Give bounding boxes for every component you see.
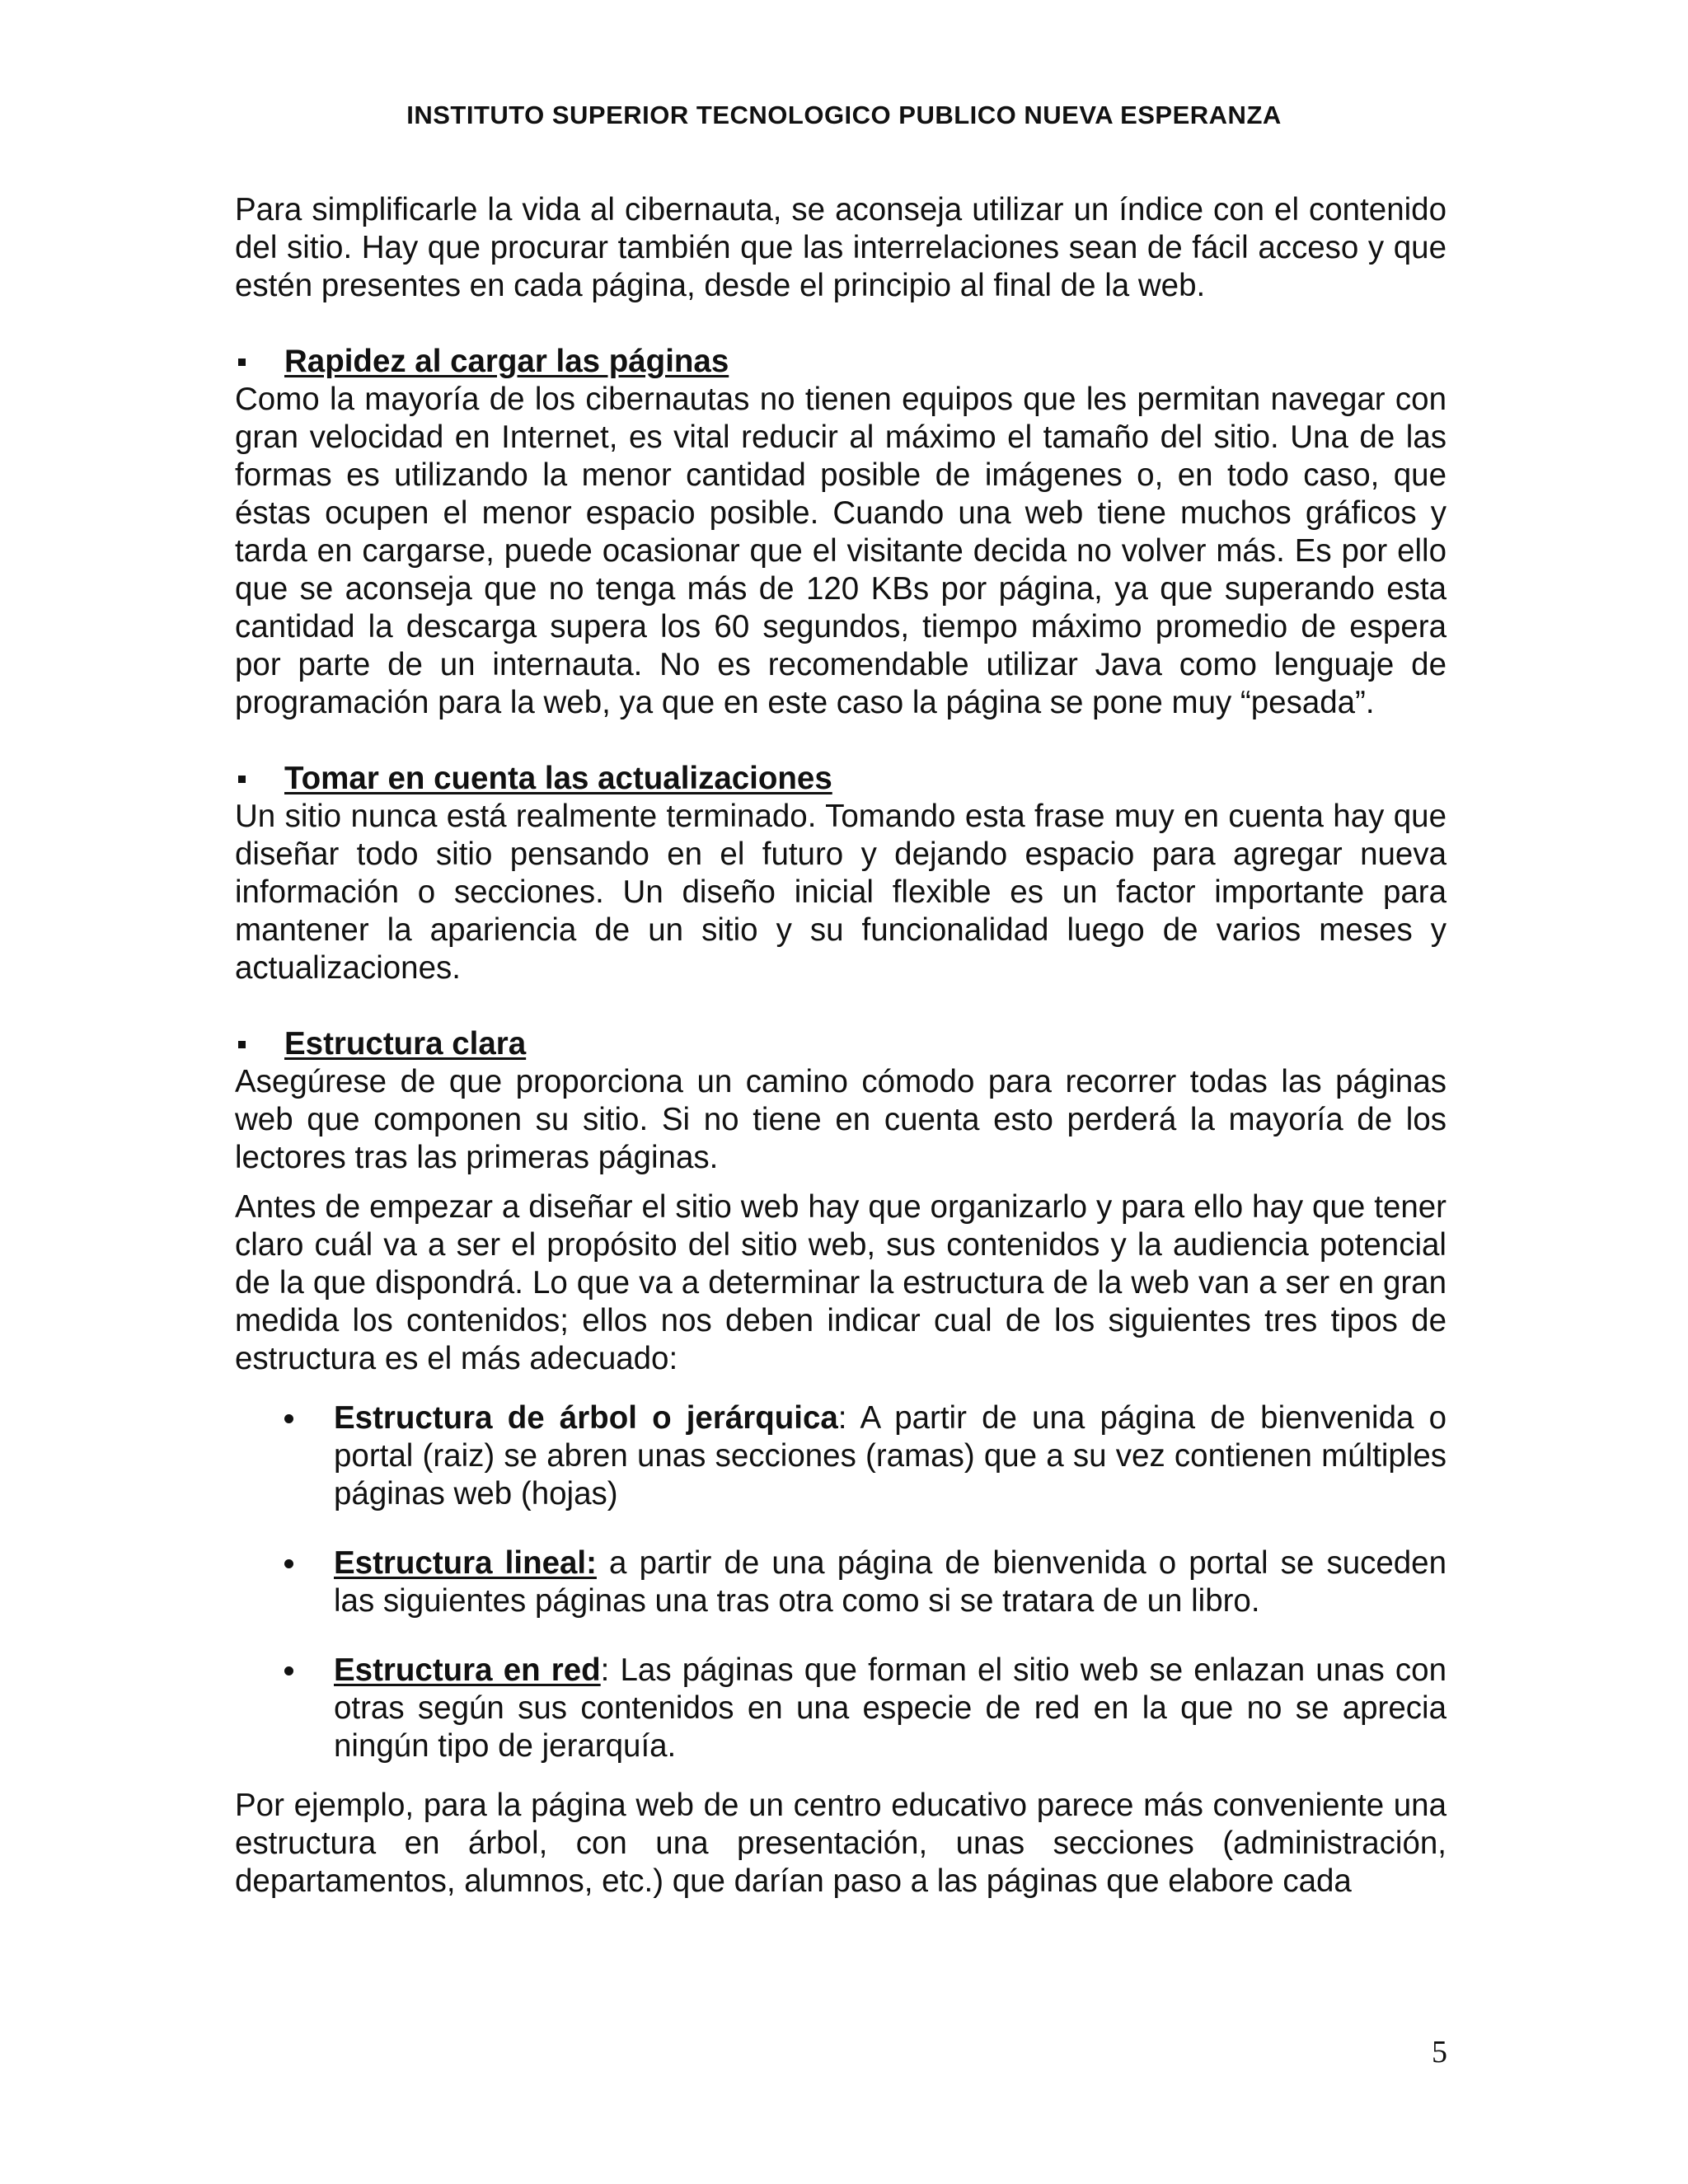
square-bullet-icon — [238, 776, 246, 783]
round-bullet-icon — [284, 1414, 293, 1423]
term-label: Estructura en red — [334, 1652, 601, 1688]
term-separator: : — [600, 1652, 610, 1688]
section-heading-rapidez — [235, 343, 1447, 381]
structure-intro-paragraph: Antes de empezar a diseñar el sitio web hay que organizarlo y para ello hay que tener claro cuál va a ser el propósito del sitio web, sus contenidos y la audiencia potencial de la que dispondrá. Lo que va a determinar la estructura de la web van a ser en gran medida los contenidos; ellos nos deben indicar cual de los siguientes tres tipos de estructura es el más adecuado: — [235, 1189, 1447, 1376]
section-heading-actualizaciones — [235, 760, 1447, 798]
square-bullet-icon — [238, 1041, 246, 1048]
section-paragraph-estructura: Asegúrese de que proporciona un camino cómodo para recorrer todas las páginas web que componen su sitio. Si no tiene en cuenta esto perderá la mayoría de los lectores tras las primeras páginas. — [235, 1064, 1447, 1175]
list-item-lineal — [235, 1544, 1447, 1620]
round-bullet-icon — [284, 1666, 293, 1675]
round-bullet-icon — [284, 1559, 293, 1568]
closing-paragraph: Por ejemplo, para la página web de un centro educativo parece más conveniente una estructura en árbol, con una presentación, unas secciones (administración, departamentos, alumnos, etc.) que darían paso a las páginas que elabore cada — [235, 1788, 1447, 1899]
section-title: Tomar en cuenta las actualizaciones — [284, 761, 832, 796]
section-title: Estructura clara — [284, 1026, 527, 1062]
term-label: Estructura lineal: — [334, 1545, 597, 1581]
term-label: Estructura de árbol o jerárquica — [334, 1400, 838, 1436]
document-body — [235, 191, 1447, 1900]
section-paragraph-actualizaciones: Un sitio nunca está realmente terminado. Tomando esta frase muy en cuenta hay que diseñar todo sitio pensando en el futuro y dejando espacio para agregar nueva información o secciones. Un diseño inicial flexible es un factor importante para mantener la apariencia de un sitio y su funcionalidad luego de varios meses y actualizaciones. — [235, 799, 1447, 986]
list-item-red — [235, 1652, 1447, 1765]
term-description: A partir de una página de bienvenida o portal (raiz) se abren unas secciones (ramas) que a su vez contienen múltiples páginas web (hojas) — [334, 1400, 1447, 1511]
term-description: Las páginas que forman el sitio web se enlazan unas con otras según sus contenidos en una especie de red en la que no se aprecia ningún tipo de jerarquía. — [334, 1652, 1447, 1764]
list-item-arbol — [235, 1399, 1447, 1513]
structure-types-list — [235, 1399, 1447, 1765]
section-title: Rapidez al cargar las páginas — [284, 344, 729, 379]
term-separator: : — [837, 1400, 847, 1436]
page-number: 5 — [1432, 2035, 1447, 2069]
square-bullet-icon — [238, 359, 246, 366]
page-header: INSTITUTO SUPERIOR TECNOLOGICO PUBLICO NUEVA ESPERANZA — [406, 101, 1282, 129]
section-heading-estructura — [235, 1025, 1447, 1063]
section-paragraph-rapidez: Como la mayoría de los cibernautas no tienen equipos que les permitan navegar con gran velocidad en Internet, es vital reducir al máximo el tamaño del sitio. Una de las formas es utilizando la menor cantidad posible de imágenes o, en todo caso, que éstas ocupen el menor espacio posible. Cuando una web tiene muchos gráficos y tarda en cargarse, puede ocasionar que el visitante decida no volver más. Es por ello que se aconseja que no tenga más de 120 KBs por página, ya que superando esta cantidad la descarga supera los 60 segundos, tiempo máximo promedio de espera por parte de un internauta. No es recomendable utilizar Java como lenguaje de programación para la web, ya que en este caso la página se pone muy “pesada”. — [235, 382, 1447, 720]
intro-paragraph: Para simplificarle la vida al cibernauta, se aconseja utilizar un índice con el contenido del sitio. Hay que procurar también que las interrelaciones sean de fácil acceso y que estén presentes en cada página, desde el principio al final de la web. — [235, 192, 1447, 303]
term-description: a partir de una página de bienvenida o portal se suceden las siguientes páginas una tras otra como si se tratara de un libro. — [334, 1545, 1447, 1619]
